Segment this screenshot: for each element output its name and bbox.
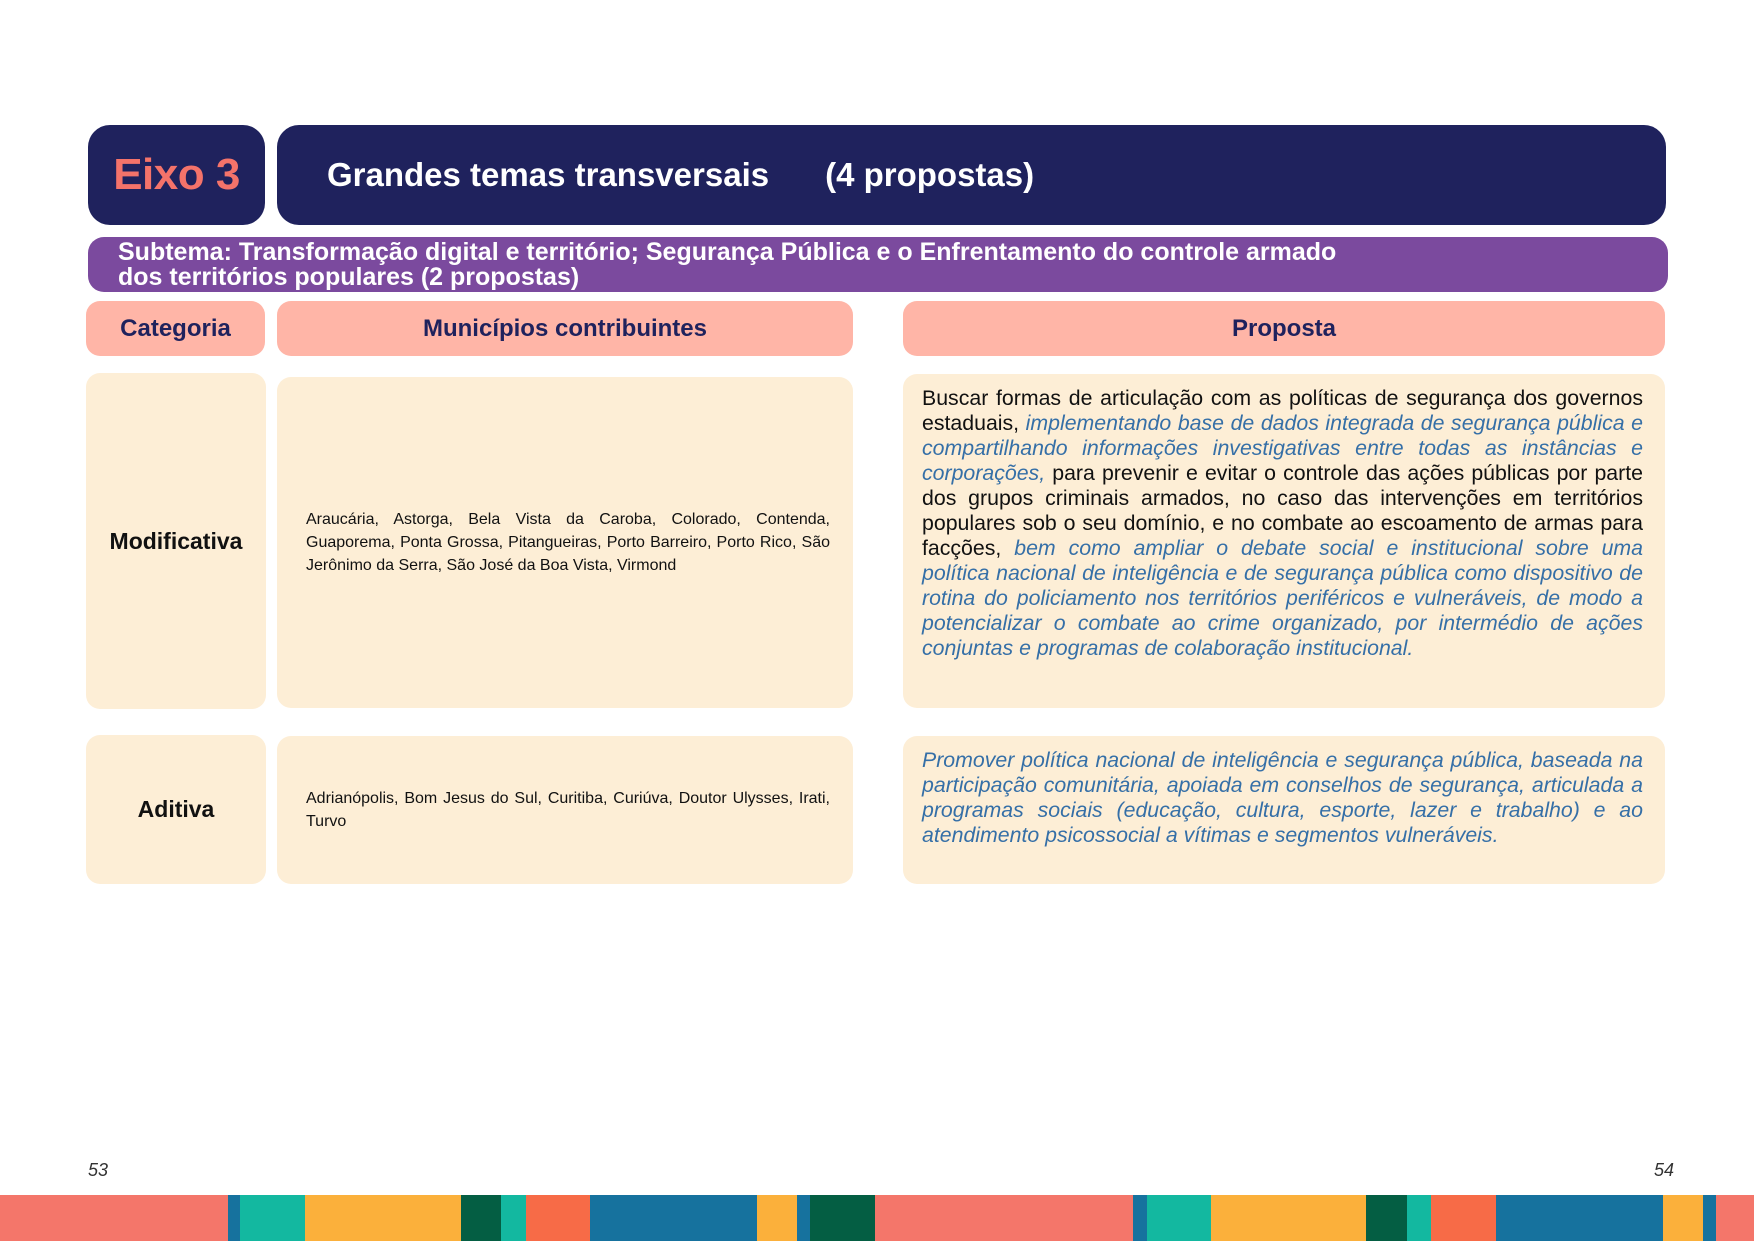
subtema-line-1: Subtema: Transformação digital e território; Segurança Pública e o Enfrentamento do controle armado [118,238,1337,266]
stripe-segment [1716,1195,1754,1241]
subtema-banner [88,237,1668,292]
stripe-segment [875,1195,1133,1241]
decorative-stripe-bar [0,1195,1754,1241]
row-1-categoria: Modificativa [86,373,266,709]
eixo-title-bar [277,125,1666,225]
stripe-segment [1496,1195,1663,1241]
stripe-segment [590,1195,757,1241]
row-1-proposta-part-3: para prevenir e evitar o controle das ações públicas por parte dos grupos criminais armados, no caso das intervenções em territórios populares sob o seu domínio, e no combate ao escoamento de armas para facções, [922,461,1643,560]
row-1-proposta-part-4: bem como ampliar o debate social e institucional sobre uma política nacional de inteligência e de segurança pública como dispositivo de rotina do policiamento nos territórios periféricos e vulneráveis, de modo a potencializar o combate ao crime organizado, por intermédio de ações conjuntas e programas de colaboração institucional. [922,536,1643,660]
stripe-segment [1431,1195,1496,1241]
stripe-bar-graphic [0,1195,1754,1241]
row-1-proposta-part-1: Buscar formas de articulação com as políticas de segurança dos governos estaduais, [922,386,1643,435]
stripe-segment [1366,1195,1407,1241]
row-1-municipios-text: Araucária, Astorga, Bela Vista da Caroba, Colorado, Contenda, Guaporema, Ponta Grossa, Pitangueiras, Porto Barreiro, Porto Rico, São Jerônimo da Serra, São José da Boa Vista, Virmond [306,511,830,574]
stripe-segments [0,1195,1754,1241]
column-header-categoria: Categoria [86,301,265,356]
page-number-left: 53 [88,1160,109,1180]
proposal-count: (4 propostas) [825,156,1035,193]
row-1-proposta-part-2: implementando base de dados integrada de segurança pública e compartilhando informações investigativas entre todas as instâncias e corporações, [922,411,1643,485]
stripe-segment [1133,1195,1147,1241]
stripe-segment [757,1195,797,1241]
stripe-segment [501,1195,526,1241]
stripe-segment [305,1195,461,1241]
stripe-segment [1211,1195,1366,1241]
page-number-right: 54 [1654,1160,1675,1180]
eixo-label: Eixo 3 [113,150,240,199]
row-2-proposta [903,736,1665,884]
column-header-municipios: Municípios contribuintes [277,301,853,356]
eixo-badge [88,125,265,225]
column-header-proposta: Proposta [903,301,1665,356]
stripe-segment [240,1195,305,1241]
eixo-title: Grandes temas transversais [327,156,770,193]
stripe-segment [797,1195,810,1241]
subtema-line-2: dos territórios populares (2 propostas) [118,263,580,291]
row-1-municipios [277,377,853,708]
stripe-segment [810,1195,875,1241]
stripe-segment [1703,1195,1716,1241]
stripe-segment [461,1195,501,1241]
row-2-municipios-text: Adrianópolis, Bom Jesus do Sul, Curitiba, Curiúva, Doutor Ulysses, Irati, Turvo [306,790,830,830]
row-2-categoria: Aditiva [86,735,266,884]
row-1-proposta [903,374,1665,708]
stripe-segment [526,1195,590,1241]
stripe-segment [228,1195,240,1241]
stripe-segment [1407,1195,1431,1241]
row-2-municipios [277,736,853,884]
stripe-segment [1147,1195,1211,1241]
stripe-segment [1663,1195,1703,1241]
row-2-proposta-part-1: Promover política nacional de inteligência e segurança pública, baseada na participação comunitária, apoiada em conselhos de segurança, articulada a programas sociais (educação, cultura, esporte, lazer e trabalho) e ao atendimento psicossocial a vítimas e segmentos vulneráveis. [922,748,1643,847]
stripe-segment [0,1195,228,1241]
